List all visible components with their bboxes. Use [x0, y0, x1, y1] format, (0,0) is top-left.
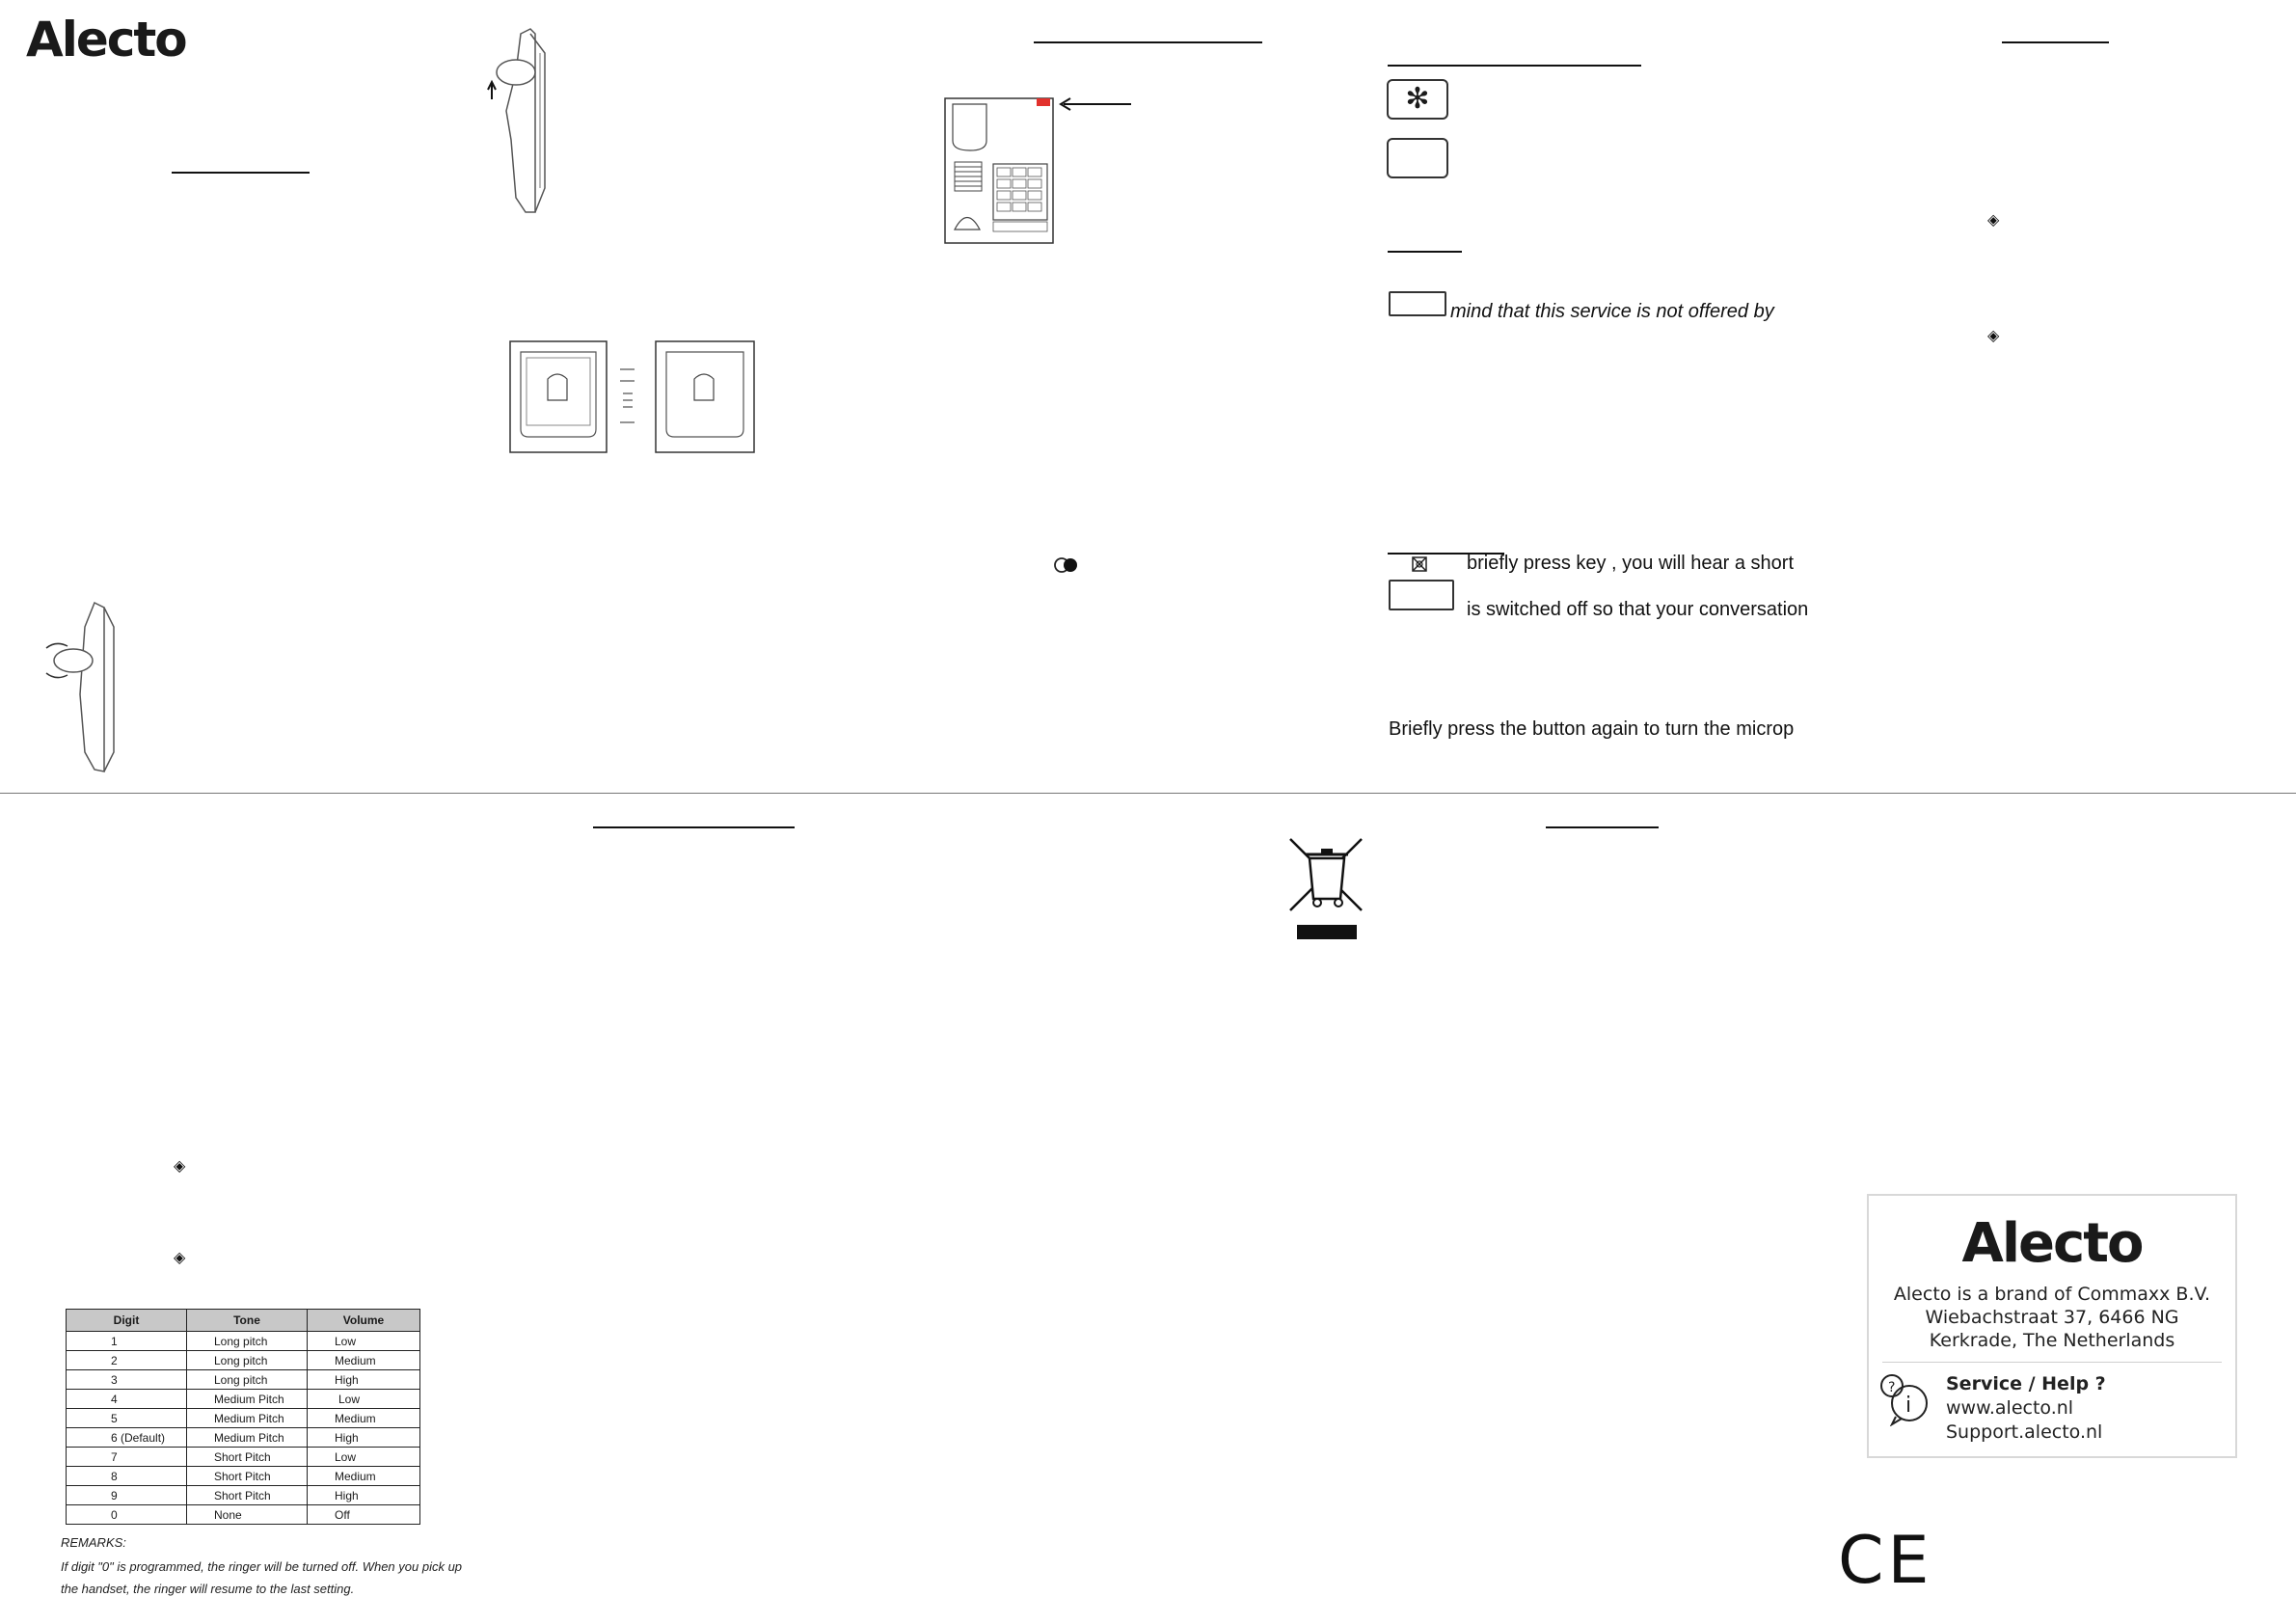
table-cell: Off [308, 1505, 420, 1525]
diamond-bullet-icon: ◈ [1987, 328, 2000, 344]
diamond-bullet-icon: ◈ [174, 1158, 186, 1175]
table-row [67, 1390, 420, 1409]
table-row [67, 1409, 420, 1428]
table-cell: Low [308, 1390, 420, 1409]
brand-address-line: Kerkrade, The Netherlands [1929, 1330, 2175, 1351]
table-cell: 6 (Default) [67, 1428, 187, 1448]
section-heading-rule [1388, 251, 1462, 253]
table-cell: High [308, 1370, 420, 1390]
section-heading-rule [1546, 826, 1659, 828]
table-cell: High [308, 1486, 420, 1505]
table-cell: 9 [67, 1486, 187, 1505]
brand-address-line: Alecto is a brand of Commaxx B.V. [1893, 1284, 2211, 1305]
svg-text:?: ? [1888, 1380, 1896, 1395]
page-divider [0, 793, 2296, 794]
table-row [67, 1351, 420, 1370]
phone-side-view-icon [473, 24, 569, 217]
support-website-link[interactable]: Support.alecto.nl [1946, 1421, 2103, 1443]
table-cell: Medium [308, 1467, 420, 1486]
table-row [67, 1370, 420, 1390]
mute-instruction-line2: is switched off so that your conversation [1467, 599, 1809, 620]
phone-side-view-icon [27, 598, 123, 776]
table-cell: High [308, 1428, 420, 1448]
table-cell: Medium Pitch [187, 1390, 308, 1409]
table-cell: 4 [67, 1390, 187, 1409]
ringer-settings-table [66, 1309, 420, 1525]
diamond-bullet-icon: ◈ [1987, 212, 2000, 229]
table-cell: 5 [67, 1409, 187, 1428]
alecto-logo: Alecto [1961, 1212, 2143, 1275]
table-header: Digit [67, 1310, 187, 1332]
table-header-row [67, 1310, 420, 1332]
table-cell: Short Pitch [187, 1448, 308, 1467]
remarks-line1: If digit "0" is programmed, the ringer will be turned off. When you pick up [61, 1559, 463, 1574]
brand-info-box [1867, 1194, 2237, 1458]
table-cell: 2 [67, 1351, 187, 1370]
service-website-link[interactable]: www.alecto.nl [1946, 1397, 2074, 1419]
weee-bin-icon [1288, 837, 1365, 940]
section-heading-rule [172, 172, 310, 174]
remarks-title: REMARKS: [61, 1535, 126, 1550]
table-cell: Medium Pitch [187, 1428, 308, 1448]
table-row [67, 1467, 420, 1486]
info-help-icon [1878, 1372, 1932, 1426]
table-row [67, 1486, 420, 1505]
table-cell: Low [308, 1448, 420, 1467]
table-cell: Short Pitch [187, 1467, 308, 1486]
table-cell: Medium [308, 1351, 420, 1370]
toggle-icon [1052, 555, 1083, 575]
brand-address-line: Wiebachstraat 37, 6466 NG [1925, 1307, 2179, 1328]
table-cell: Long pitch [187, 1332, 308, 1351]
table-cell: Medium Pitch [187, 1409, 308, 1428]
table-header: Tone [187, 1310, 308, 1332]
table-row [67, 1332, 420, 1351]
table-header: Volume [308, 1310, 420, 1332]
table-cell: None [187, 1505, 308, 1525]
table-cell: 7 [67, 1448, 187, 1467]
section-heading-rule [593, 826, 795, 828]
table-cell: Long pitch [187, 1370, 308, 1390]
wall-bracket-icon [509, 340, 755, 454]
table-cell: Low [308, 1332, 420, 1351]
alecto-logo: Alecto [26, 12, 186, 68]
table-cell: 0 [67, 1505, 187, 1525]
table-cell: Medium [308, 1409, 420, 1428]
star-key-label: ✻ [1405, 82, 1430, 116]
svg-text:i: i [1905, 1394, 1912, 1418]
blank-key [1389, 291, 1446, 316]
service-help-label: Service / Help ? [1946, 1373, 2106, 1394]
service-note-text: mind that this service is not offered by [1450, 301, 1774, 322]
table-cell: 8 [67, 1467, 187, 1486]
diamond-bullet-icon: ◈ [174, 1250, 186, 1266]
mute-key [1389, 580, 1454, 610]
section-heading-rule [1388, 65, 1641, 67]
mute-instruction-line3: Briefly press the button again to turn the microp [1389, 718, 1795, 740]
section-heading-rule [1034, 41, 1262, 43]
blank-key [1387, 138, 1448, 178]
remarks-line2: the handset, the ringer will resume to the last setting. [61, 1582, 355, 1596]
table-cell: 1 [67, 1332, 187, 1351]
table-cell: Long pitch [187, 1351, 308, 1370]
table-row [67, 1448, 420, 1467]
ce-mark: CE [1838, 1523, 1933, 1599]
section-heading-rule [2002, 41, 2109, 43]
mute-instruction-line1: briefly press key , you will hear a short [1467, 553, 1795, 574]
table-row [67, 1505, 420, 1525]
mute-key-icon [1410, 555, 1429, 573]
star-key [1387, 79, 1448, 120]
phone-front-view-icon [943, 95, 1131, 249]
table-cell: 3 [67, 1370, 187, 1390]
table-cell: Short Pitch [187, 1486, 308, 1505]
table-row [67, 1428, 420, 1448]
